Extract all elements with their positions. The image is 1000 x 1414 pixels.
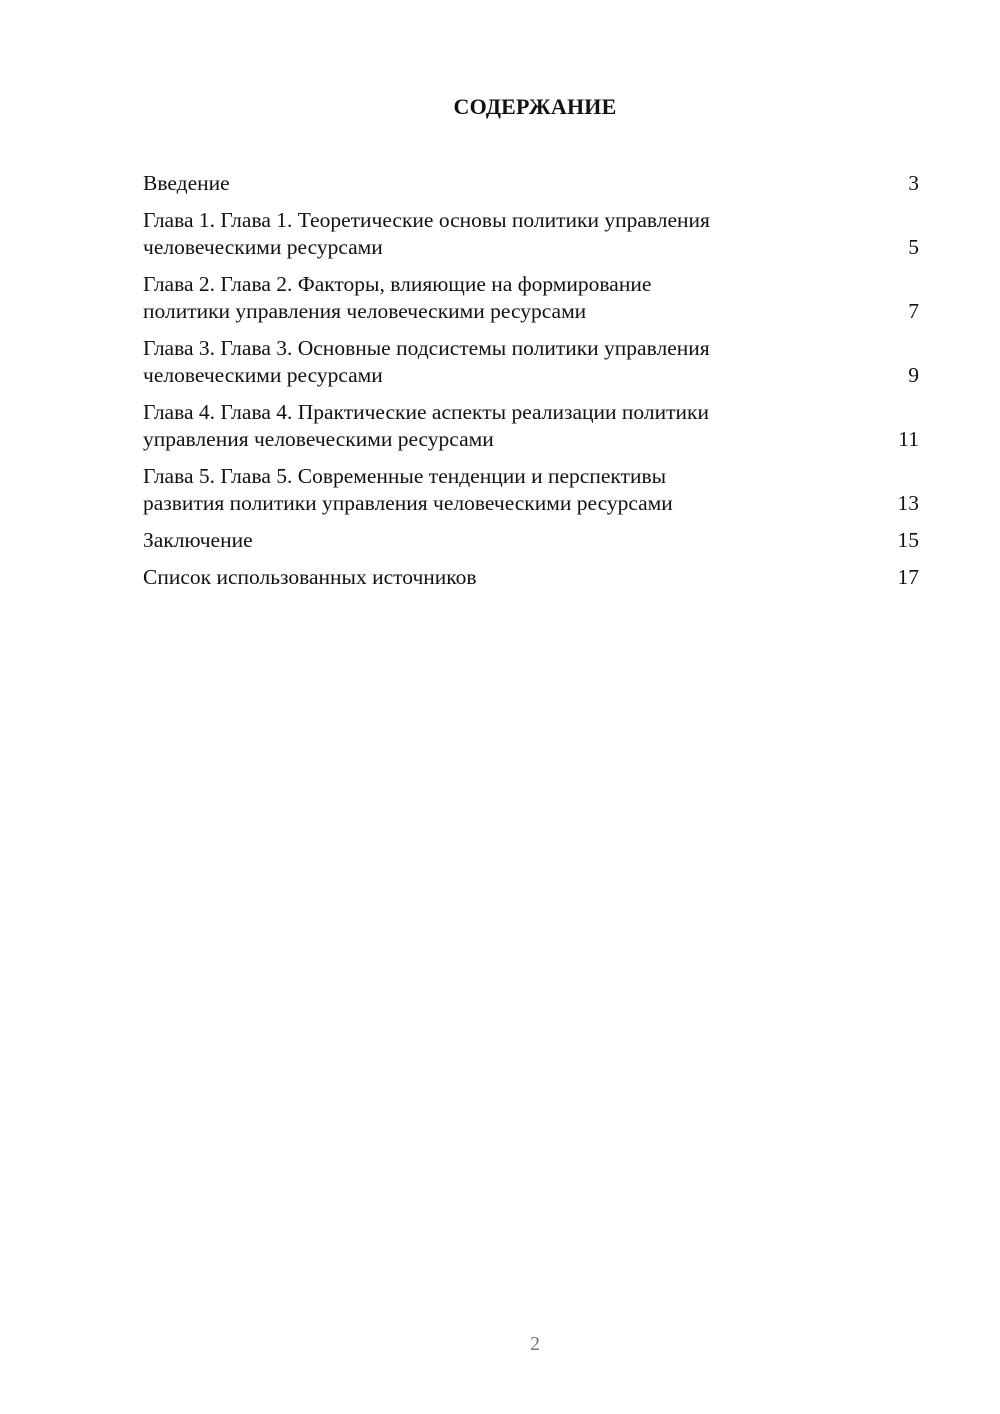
toc-entry-text: Глава 5. Глава 5. Современные тенденции и перспективы развития политики управления человеческими ресурсами bbox=[143, 464, 673, 515]
toc-entry-chapter-4 bbox=[143, 399, 919, 453]
toc-entry-introduction bbox=[143, 170, 919, 197]
toc-entry-text: Глава 1. Глава 1. Теоретические основы политики управления человеческими ресурсами bbox=[143, 208, 710, 259]
toc-entry-text: Список использованных источников bbox=[143, 565, 477, 589]
toc-entry-chapter-1 bbox=[143, 207, 919, 261]
toc-entry-page: 9 bbox=[908, 363, 919, 387]
page-title: СОДЕРЖАНИЕ bbox=[453, 94, 617, 119]
toc-entry-page: 11 bbox=[898, 427, 919, 451]
toc-entry-text: Введение bbox=[143, 171, 230, 195]
toc-entry-text: Глава 3. Глава 3. Основные подсистемы политики управления человеческими ресурсами bbox=[143, 336, 710, 387]
toc-entry-page: 13 bbox=[897, 491, 919, 515]
toc-entry-text: Глава 2. Глава 2. Факторы, влияющие на формирование политики управления человеческими ресурсами bbox=[143, 272, 652, 323]
toc-entry-references bbox=[143, 564, 919, 591]
toc-entry-chapter-5 bbox=[143, 463, 919, 517]
toc-entry-page: 3 bbox=[908, 171, 919, 195]
table-of-contents bbox=[143, 170, 919, 601]
toc-entry-conclusion bbox=[143, 527, 919, 554]
toc-entry-text: Глава 4. Глава 4. Практические аспекты реализации политики управления человеческими ресурсами bbox=[143, 400, 709, 451]
page-number: 2 bbox=[530, 1333, 540, 1355]
toc-entry-page: 15 bbox=[897, 528, 919, 552]
toc-entry-page: 5 bbox=[908, 235, 919, 259]
toc-entry-chapter-2 bbox=[143, 271, 919, 325]
toc-entry-text: Заключение bbox=[143, 528, 253, 552]
toc-entry-chapter-3 bbox=[143, 335, 919, 389]
toc-entry-page: 17 bbox=[897, 565, 919, 589]
toc-entry-page: 7 bbox=[908, 299, 919, 323]
